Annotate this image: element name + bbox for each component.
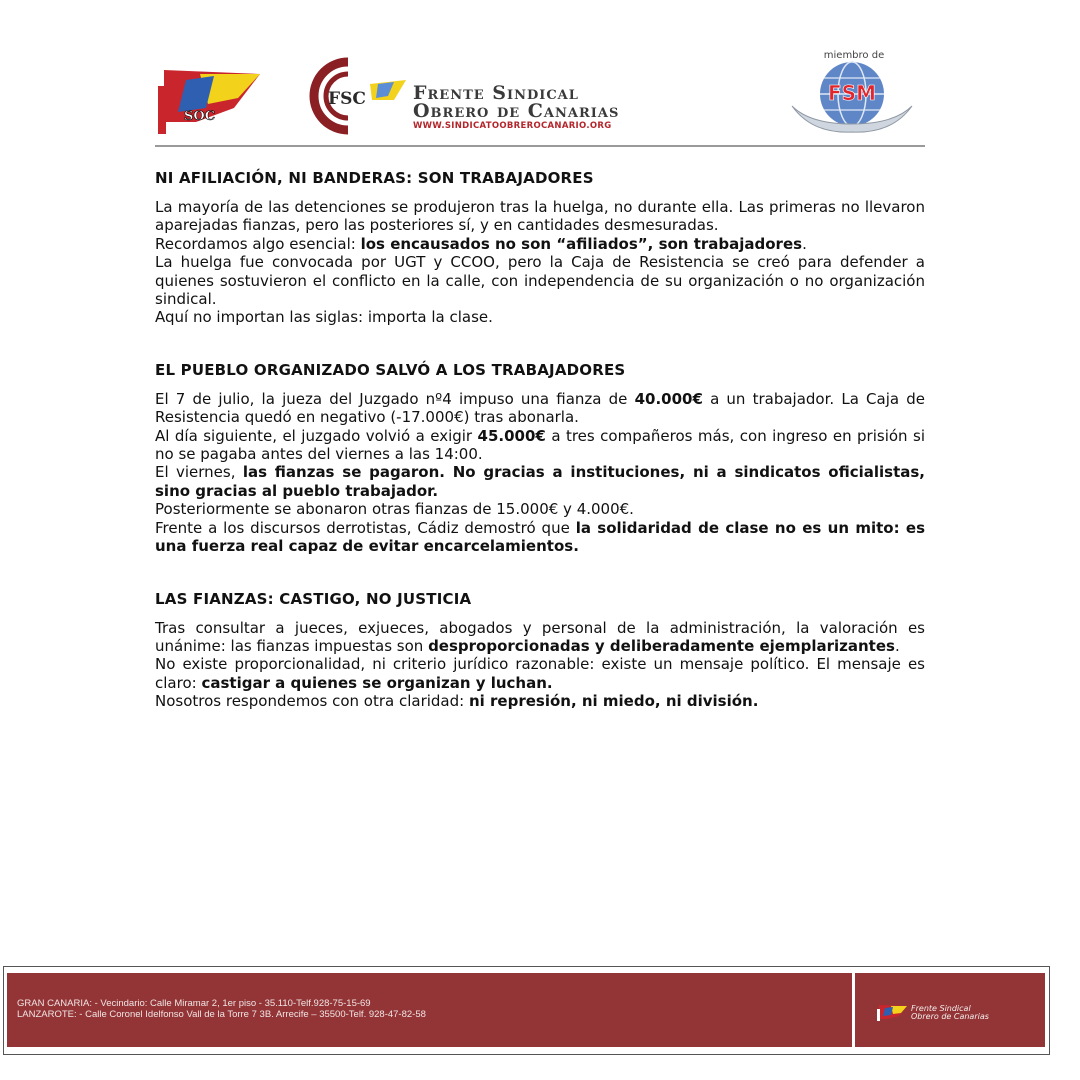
- section-fianzas: [155, 590, 925, 711]
- section-title: LAS FIANZAS: CASTIGO, NO JUSTICIA: [155, 589, 472, 608]
- paragraph: Tras consultar a jueces, exjueces, abogados y personal de la administración, la valoración es unánime: las fianzas impuestas son desproporcionadas y deliberadamente ejemplarizantes.: [155, 618, 925, 655]
- letterhead: [0, 0, 1080, 150]
- paragraph: Al día siguiente, el juzgado volvió a exigir 45.000€ a tres compañeros más, con ingreso en prisión si no se pagaba antes del viernes a las 14:00.: [155, 426, 925, 464]
- section-title: NI AFILIACIÓN, NI BANDERAS: SON TRABAJADORES: [155, 169, 594, 187]
- section-title: EL PUEBLO ORGANIZADO SALVÓ A LOS TRABAJADORES: [155, 360, 626, 379]
- paragraph: Nosotros respondemos con otra claridad: ni represión, ni miedo, ni división.: [155, 692, 759, 711]
- paragraph: Posteriormente se abonaron otras fianzas de 15.000€ y 4.000€.: [155, 500, 634, 519]
- svg-text:FSM: FSM: [828, 81, 876, 105]
- fsc-logo: [308, 54, 408, 136]
- footer: [3, 966, 1050, 1055]
- paragraph: La mayoría de las detenciones se produjeron tras la huelga, no durante ella. Las primeras no llevaron aparejadas fianzas, pero las posteriores sí, y en cantidades desmesuradas.: [155, 198, 925, 235]
- address-gran-canaria: GRAN CANARIA: - Vecindario: Calle Miramar 2, 1er piso - 35.110-Telf.928-75-15-69: [17, 998, 371, 1009]
- article-body: [155, 169, 925, 711]
- footer-address-block: [17, 998, 426, 1020]
- website-url: WWW.SINDICATOOBREROCANARIO.ORG: [413, 121, 612, 131]
- header-divider: [155, 145, 925, 147]
- section-pueblo-organizado: [155, 361, 925, 556]
- paragraph: Recordamos algo esencial: los encausados no son “afiliados”, son trabajadores.: [155, 234, 807, 253]
- footer-brand-line1: Frente Sindical: [911, 1004, 971, 1013]
- svg-text:miembro de: miembro de: [823, 50, 885, 61]
- svg-text:SOC: SOC: [184, 109, 216, 124]
- address-lanzarote: LANZAROTE: - Calle Coronel Idelfonso Vall de la Torre 7 3B. Arrecife – 35500-Telf. 928-47-82-58: [17, 1009, 426, 1020]
- org-name-line1: Frente Sindical: [413, 82, 579, 104]
- fsm-logo: [782, 48, 922, 138]
- paragraph: El viernes, las fianzas se pagaron. No gracias a instituciones, ni a sindicatos oficialistas, sino gracias al pueblo trabajador.: [155, 463, 925, 500]
- svg-text:FSC: FSC: [328, 89, 366, 109]
- paragraph: No existe proporcionalidad, ni criterio jurídico razonable: existe un mensaje político. El mensaje es claro: castigar a quienes se organizan y luchan.: [155, 655, 925, 692]
- footer-brand-panel: [855, 973, 1045, 1047]
- soc-logo: [156, 64, 262, 134]
- footer-logo-icon: [877, 1003, 909, 1021]
- paragraph: El 7 de julio, la jueza del Juzgado nº4 impuso una fianza de 40.000€ a un trabajador. La Caja de Resistencia quedó en negativo (-17.000€) tras abonarla.: [155, 389, 925, 427]
- section-afiliacion: [155, 169, 925, 327]
- paragraph: Frente a los discursos derrotistas, Cádiz demostró que la solidaridad de clase no es un mito: es una fuerza real capaz de evitar encarcelamientos.: [155, 518, 926, 556]
- footer-brand-text: [911, 1005, 989, 1021]
- paragraph: La huelga fue convocada por UGT y CCOO, pero la Caja de Resistencia se creó para defender a quienes sostuvieron el conflicto en la calle, con independencia de su organización o no organización sindical.: [155, 253, 925, 309]
- org-name-line2: Obrero de Canarias: [413, 100, 620, 122]
- paragraph: Aquí no importan las siglas: importa la clase.: [155, 308, 493, 327]
- footer-brand-line2: Obrero de Canarias: [911, 1012, 989, 1021]
- org-name-block: [413, 84, 713, 131]
- footer-addresses: [7, 973, 852, 1047]
